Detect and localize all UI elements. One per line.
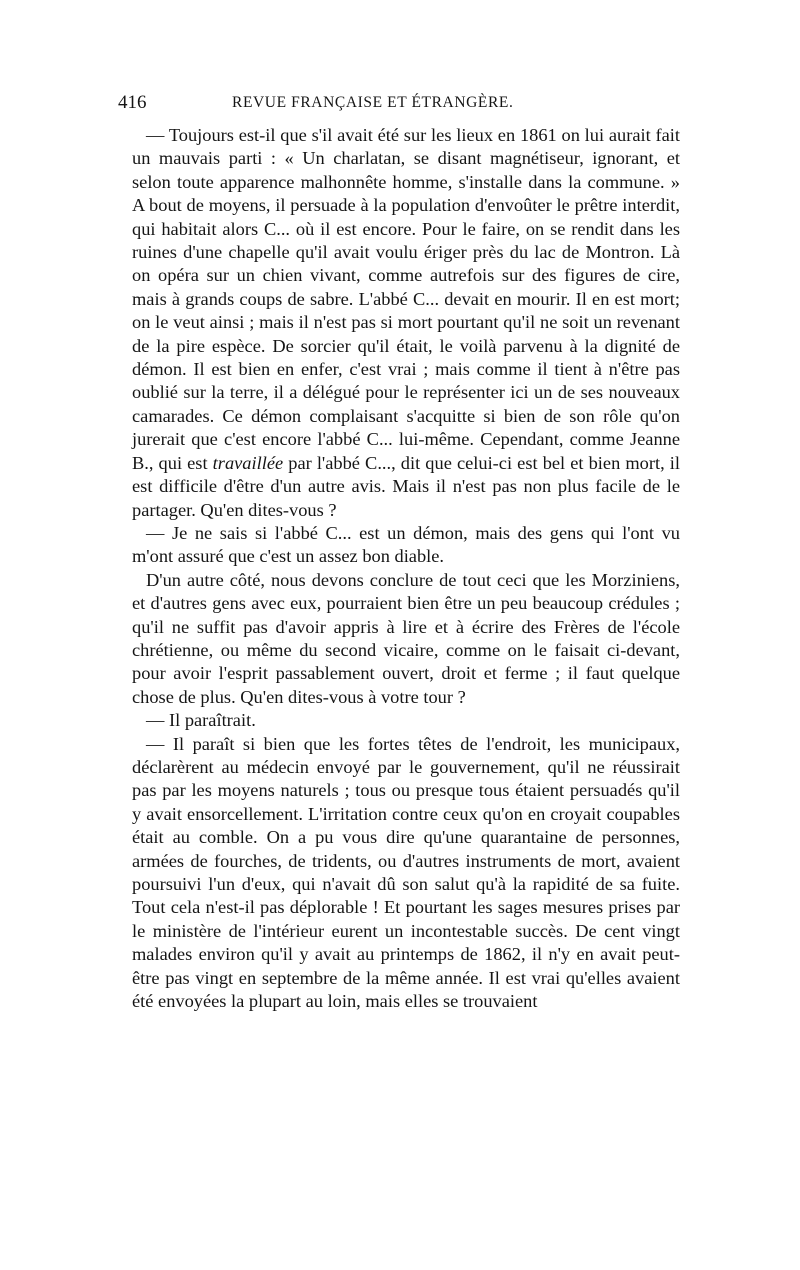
book-page [118, 88, 681, 1013]
paragraph-text-continued: par l'abbé C..., dit que celui-ci est bel et bien mort, il est difficile d'être d'un autre avis. Mais il n'est pas non plus facile de le partager. Qu'en dites-vous ? [132, 452, 681, 520]
running-title: REVUE FRANÇAISE ET ÉTRANGÈRE. [232, 94, 514, 111]
page-body [132, 124, 680, 1013]
paragraph-text: — Il paraîtrait. [146, 710, 256, 731]
paragraph-text: — Je ne sais si l'abbé C... est un démon, mais des gens qui l'ont vu m'ont assuré que c'est un assez bon diable. [132, 522, 680, 567]
paragraph [132, 124, 680, 522]
paragraph [132, 709, 680, 732]
paragraph [132, 522, 680, 569]
paragraph [132, 569, 680, 709]
paragraph-text: — Toujours est-il que s'il avait été sur les lieux en 1861 on lui aurait fait un mauvais parti : « Un charlatan, se disant magnétiseur, ignorant, et selon toute apparence malhonnête homme, s'installe dans la commune. » A bout de moyens, il persuade à la population d'envoûter le prêtre interdit, qui habitait alors C... où il est encore. Pour le faire, on se rendit dans les ruines d'une chapelle qu'il avait voulu ériger près du lac de Montron. Là on opéra sur un chien vivant, comme autrefois sur des figures de cire, mais à grands coups de sabre. L'abbé C... devait en mourir. Il en est mort; on le veut ainsi ; mais il n'est pas si mort pourtant qu'il ne soit un revenant de la pire espèce. De sorcier qu'il était, le voilà parvenu à la dignité de démon. Il est bien en enfer, c'est vrai ; mais comme il tient à n'être pas oublié sur la terre, il a délégué pour le représenter ici un de ses nouveaux camarades. Ce démon complaisant s'acquitte si bien de son rôle qu'on jurerait que c'est encore l'abbé C... lui-même. Cependant, comme Jeanne B., qui est [132, 125, 680, 473]
emphasized-word: travaillée [212, 452, 284, 473]
paragraph [132, 733, 680, 1014]
paragraph-text: — Il paraît si bien que les fortes têtes de l'endroit, les municipaux, déclarèrent au médecin envoyé par le gouvernement, qu'il ne réussirait pas par les moyens naturels ; tous ou presque tous étaient persuadés qu'il y avait ensorcellement. L'irritation contre ceux qu'on en croyait coupables était au comble. On a pu vous dire qu'une quarantaine de personnes, armées de fourches, de tridents, ou d'autres instruments de mort, avaient poursuivi l'un d'eux, qui n'avait dû son salut qu'à la rapidité de sa fuite. Tout cela n'est-il pas déplorable ! Et pourtant les sages mesures prises par le ministère de l'intérieur eurent un incontestable succès. De cent vingt malades environ qu'il y avait au printemps de 1862, il n'y en avait peut-être pas vingt en septembre de la même année. Il est vrai qu'elles avaient été envoyées la plupart au loin, mais elles se trouvaient [132, 733, 680, 1012]
page-header [118, 88, 680, 118]
paragraph-text: D'un autre côté, nous devons conclure de tout ceci que les Morziniens, et d'autres gens avec eux, pourraient bien être un peu beaucoup crédules ; qu'il ne suffit pas d'avoir appris à lire et à écrire des Frères de l'école chrétienne, ou même du second vicaire, comme on le faisait ci-devant, pour avoir l'esprit passablement ouvert, droit et ferme ; il faut quelque chose de plus. Qu'en dites-vous à votre tour ? [132, 569, 680, 707]
page-number: 416 [118, 92, 147, 113]
